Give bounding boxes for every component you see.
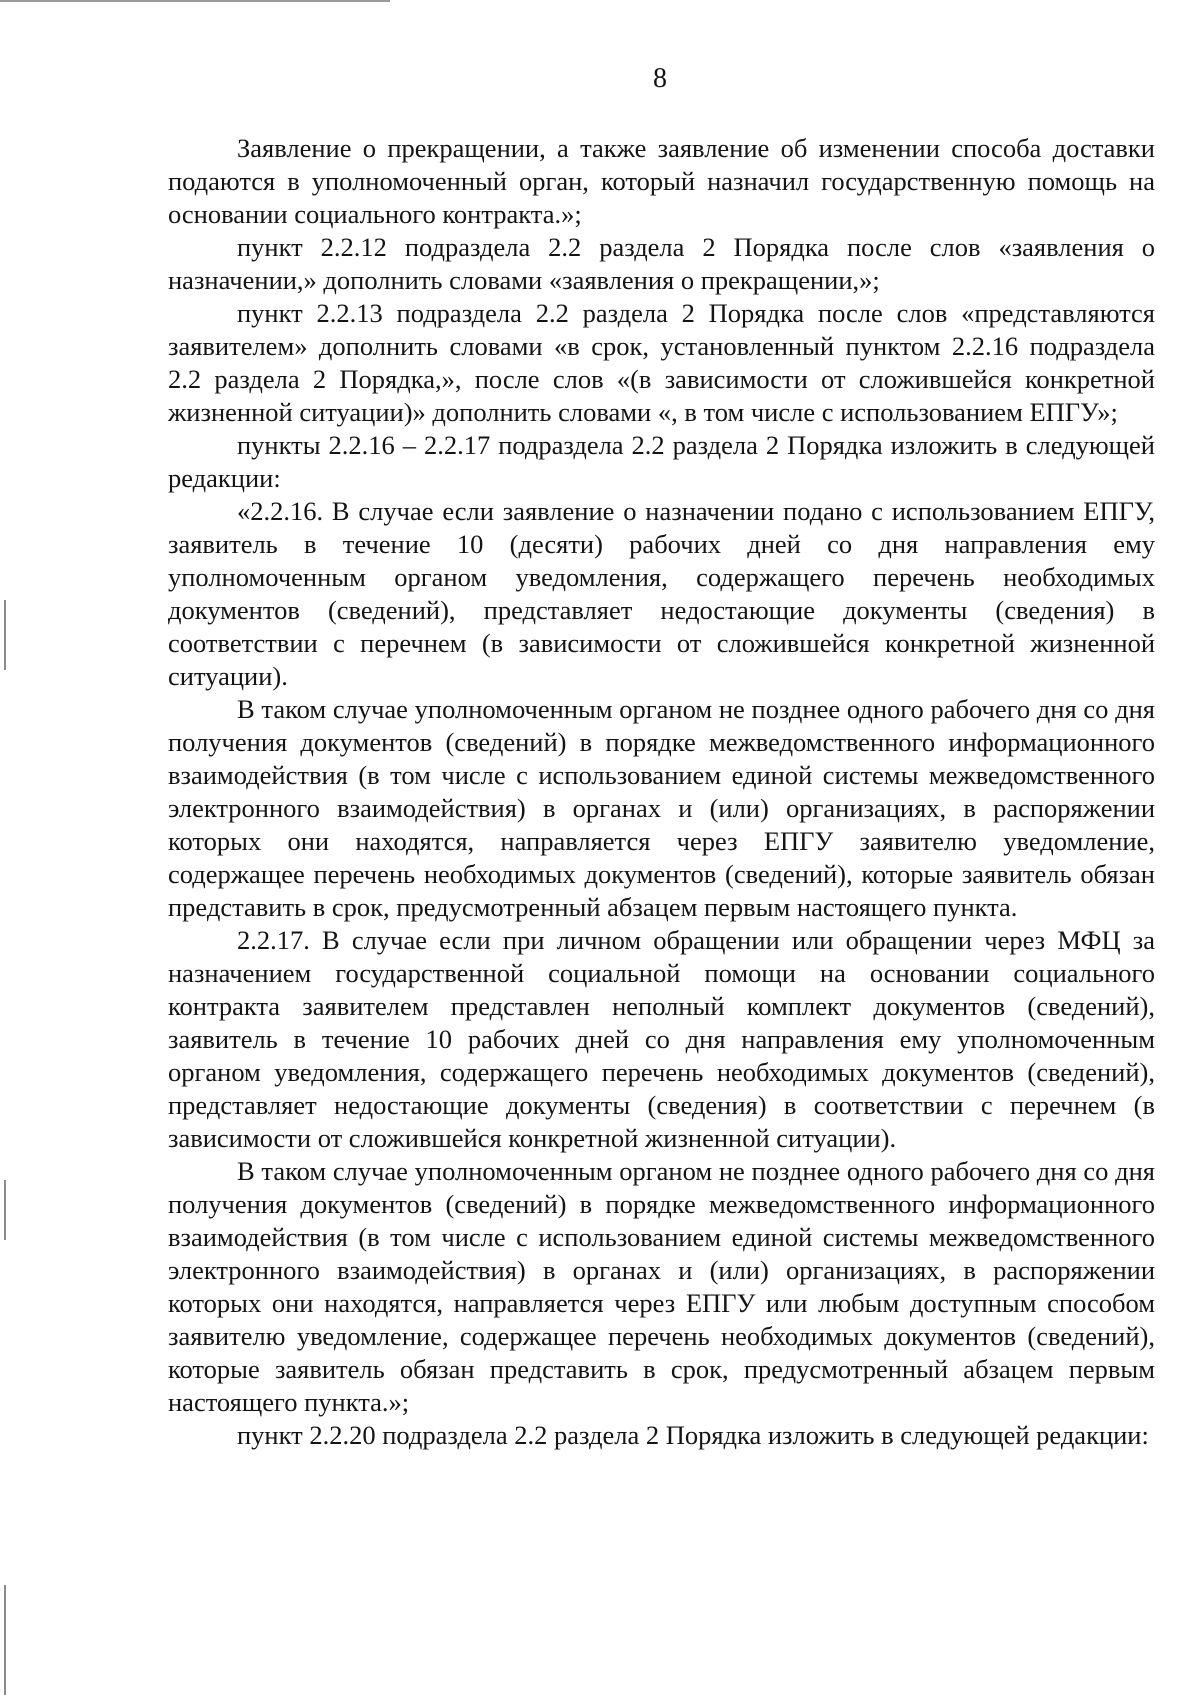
- paragraph: Заявление о прекращении, а также заявление об изменении способа доставки подаются в уполномоченный орган, который назначил государственную помощь на основании социального контракта.»;: [168, 133, 1155, 229]
- paragraph: В таком случае уполномоченным органом не позднее одного рабочего дня со дня получения документов (сведений) в порядке межведомственного информационного взаимодействия (в том числе с использованием единой системы межведомственного электронного взаимодействия) в органах и (или) организациях, в распоряжении которых они находятся, направляется через ЕПГУ заявителю уведомление, содержащее перечень необходимых документов (сведений), которые заявитель обязан представить в срок, предусмотренный абзацем первым настоящего пункта.: [168, 694, 1155, 922]
- scan-artifact-left-mark: [4, 1585, 6, 1695]
- paragraph: В таком случае уполномоченным органом не позднее одного рабочего дня со дня получения документов (сведений) в порядке межведомственного информационного взаимодействия (в том числе с использованием единой системы межведомственного электронного взаимодействия) в органах и (или) организациях, в распоряжении которых они находятся, направляется через ЕПГУ или любым доступным способом заявителю уведомление, содержащее перечень необходимых документов (сведений), которые заявитель обязан представить в срок, предусмотренный абзацем первым настоящего пункта.»;: [168, 1156, 1155, 1417]
- scan-artifact-top-line: [0, 0, 390, 2]
- paragraph: пункт 2.2.20 подраздела 2.2 раздела 2 Порядка изложить в следующей редакции:: [237, 1420, 1149, 1450]
- paragraph: пункт 2.2.13 подраздела 2.2 раздела 2 Порядка после слов «представляются заявителем» дополнить словами «в срок, установленный пунктом 2.2.16 подраздела 2.2 раздела 2 Порядка,», после слов «(в зависимости от сложившейся конкретной жизненной ситуации)» дополнить словами «, в том числе с использованием ЕПГУ»;: [168, 298, 1155, 427]
- paragraph: пункты 2.2.16 – 2.2.17 подраздела 2.2 раздела 2 Порядка изложить в следующей редакции:: [168, 430, 1155, 493]
- document-body: [168, 132, 1155, 1452]
- paragraph: «2.2.16. В случае если заявление о назначении подано с использованием ЕПГУ, заявитель в течение 10 (десяти) рабочих дней со дня направления ему уполномоченным органом уведомления, содержащего перечень необходимых документов (сведений), представляет недостающие документы (сведения) в соответствии с перечнем (в зависимости от сложившейся конкретной жизненной ситуации).: [168, 496, 1155, 691]
- page-number: 8: [653, 63, 667, 94]
- paragraph: 2.2.17. В случае если при личном обращении или обращении через МФЦ за назначением государственной социальной помощи на основании социального контракта заявителем представлен неполный комплект документов (сведений), заявитель в течение 10 рабочих дней со дня направления ему уполномоченным органом уведомления, содержащего перечень необходимых документов (сведений), представляет недостающие документы (сведения) в соответствии с перечнем (в зависимости от сложившейся конкретной жизненной ситуации).: [168, 925, 1155, 1153]
- scan-artifact-left-mark: [4, 1180, 6, 1240]
- scan-artifact-left-mark: [4, 600, 6, 670]
- paragraph: пункт 2.2.12 подраздела 2.2 раздела 2 Порядка после слов «заявления о назначении,» дополнить словами «заявления о прекращении,»;: [168, 232, 1155, 295]
